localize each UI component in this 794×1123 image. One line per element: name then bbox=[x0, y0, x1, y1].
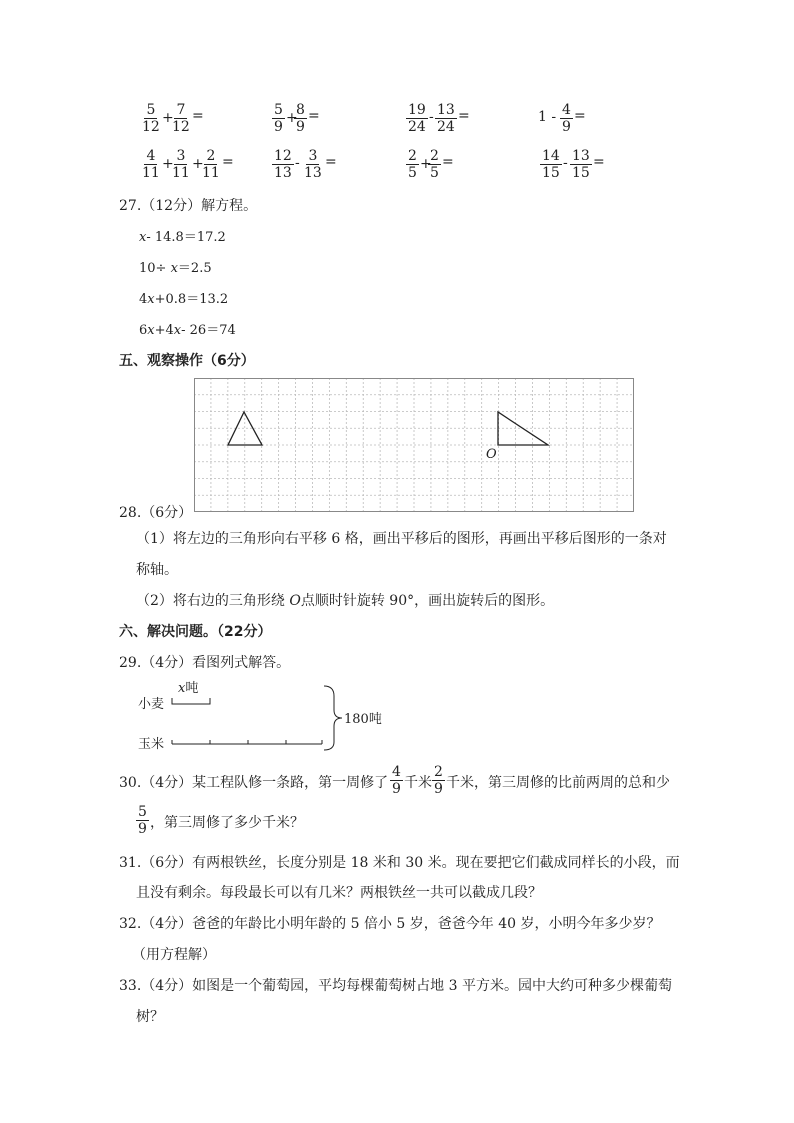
wheat-segment bbox=[172, 698, 210, 704]
line-segment-diagram bbox=[136, 680, 396, 752]
fraction: $\frac{13}{24}$ bbox=[437, 102, 455, 135]
equals: = bbox=[574, 108, 586, 124]
fraction: $\frac{13}{15}$ bbox=[572, 148, 590, 181]
operator: - bbox=[563, 155, 568, 171]
question-28-title: 28.（6分） bbox=[119, 505, 193, 521]
equation-1: x- 14.8＝17.2 bbox=[139, 230, 226, 245]
question-30-line2: ，第三周修了多少千米？ bbox=[150, 815, 304, 831]
point-o-label: O bbox=[486, 447, 497, 462]
equation-3: 4x+0.8＝13.2 bbox=[139, 292, 229, 307]
equals: = bbox=[325, 154, 337, 170]
question-30-unit: 千米 bbox=[404, 775, 432, 791]
fraction: $\frac{2}{5}$ bbox=[430, 148, 439, 181]
question-27-title: 27.（12分）解方程。 bbox=[119, 198, 258, 214]
fraction: $\frac{7}{12}$ bbox=[172, 102, 190, 135]
leading-term: 1 - bbox=[538, 109, 557, 125]
equation-4: 6x+4x- 26＝74 bbox=[139, 323, 236, 338]
question-28-part1-cont: 称轴。 bbox=[136, 562, 178, 578]
question-32-line2: （用方程解） bbox=[132, 947, 216, 963]
section-6-heading: 六、解决问题。（22分） bbox=[119, 624, 272, 640]
question-30-rest: 千米，第三周修的比前两周的总和少 bbox=[446, 775, 670, 791]
equals: = bbox=[458, 108, 470, 124]
equals: = bbox=[593, 154, 605, 170]
question-33-line2: 树？ bbox=[136, 1009, 164, 1025]
corn-segment bbox=[172, 740, 322, 744]
equals: = bbox=[192, 108, 204, 124]
question-31-line1: 31.（6分）有两根铁丝，长度分别是 18 米和 30 米。现在要把它们截成同样长的小段，而 bbox=[119, 855, 680, 871]
brace bbox=[324, 686, 342, 750]
section-5-heading: 五、观察操作（6分） bbox=[119, 353, 255, 369]
grid-figure bbox=[194, 378, 634, 512]
equals: = bbox=[222, 154, 234, 170]
operator: - bbox=[429, 109, 434, 125]
fraction: $\frac{2}{5}$ bbox=[408, 148, 417, 181]
fraction: $\frac{5}{12}$ bbox=[142, 102, 160, 135]
operator: + bbox=[286, 110, 298, 126]
equation-2: 10÷ x＝2.5 bbox=[139, 261, 212, 276]
fraction: $\frac{4}{11}$ bbox=[142, 148, 160, 181]
total-label: 180吨 bbox=[344, 712, 382, 727]
operator: + bbox=[162, 110, 174, 126]
question-29-title: 29.（4分）看图列式解答。 bbox=[119, 655, 291, 671]
left-triangle bbox=[228, 412, 262, 445]
question-31-line2: 且没有剩余。每段最长可以有几米？两根铁丝一共可以截成几段？ bbox=[136, 885, 542, 901]
fraction: $\frac{5}{9}$ bbox=[274, 102, 283, 135]
fraction: $\frac{12}{13}$ bbox=[274, 148, 292, 181]
fraction: $\frac{14}{15}$ bbox=[542, 148, 560, 181]
fraction-5-9: $\frac{5}{9}$ bbox=[138, 804, 147, 837]
fraction: $\frac{3}{13}$ bbox=[304, 148, 322, 181]
equals: = bbox=[442, 154, 454, 170]
fraction: $\frac{19}{24}$ bbox=[408, 102, 426, 135]
question-28-part1: （1）将左边的三角形向右平移 6 格，画出平移后的图形，再画出平移后图形的一条对 bbox=[136, 531, 667, 547]
corn-label: 玉米 bbox=[138, 737, 165, 752]
question-30-line1: 30.（4分）某工程队修一条路，第一周修了 bbox=[119, 775, 389, 791]
question-32-line1: 32.（4分）爸爸的年龄比小明年龄的 5 倍小 5 岁，爸爸今年 40 岁，小明今年多少岁？ bbox=[119, 916, 661, 932]
fraction: $\frac{2}{11}$ bbox=[202, 148, 220, 181]
right-triangle bbox=[498, 412, 548, 445]
question-33-line1: 33.（4分）如图是一个葡萄园，平均每棵葡萄树占地 3 平方米。园中大约可种多少棵葡萄 bbox=[119, 978, 672, 994]
wheat-label: 小麦 bbox=[138, 697, 165, 712]
fraction-2-9: $\frac{2}{9}$ bbox=[434, 764, 443, 797]
equals: = bbox=[308, 108, 320, 124]
operator: + bbox=[192, 156, 204, 172]
question-28-part2: （2）将右边的三角形绕 O点顺时针旋转 90°，画出旋转后的图形。 bbox=[136, 593, 555, 609]
fraction: $\frac{3}{11}$ bbox=[172, 148, 190, 181]
operator: - bbox=[295, 155, 300, 171]
x-label: x吨 bbox=[178, 681, 199, 696]
fraction: $\frac{8}{9}$ bbox=[296, 102, 305, 135]
operator: + bbox=[162, 156, 174, 172]
operator: + bbox=[420, 156, 432, 172]
fraction-4-9: $\frac{4}{9}$ bbox=[392, 764, 401, 797]
fraction: $\frac{4}{9}$ bbox=[562, 102, 571, 135]
